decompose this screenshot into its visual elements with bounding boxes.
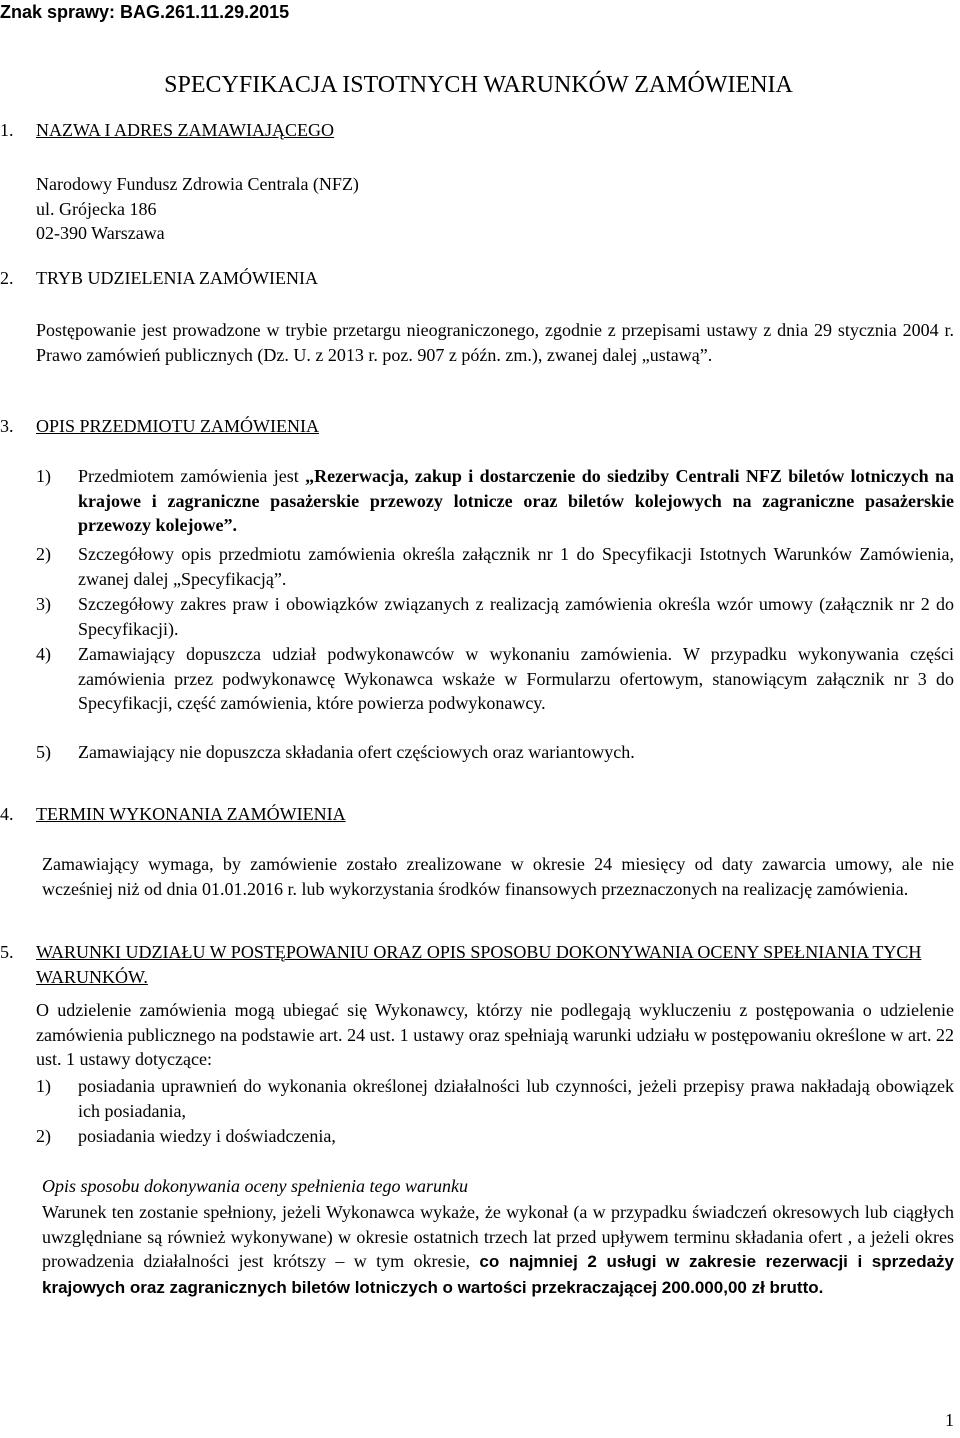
document-title: SPECYFIKACJA ISTOTNYCH WARUNKÓW ZAMÓWIENIA <box>164 72 793 98</box>
list-item: 5) Zamawiający nie dopuszcza składania ofert częściowych oraz wariantowych. <box>36 742 635 762</box>
section-2-heading: 2. TRYB UDZIELENIA ZAMÓWIENIA <box>0 268 318 288</box>
list-item: 2) posiadania wiedzy i doświadczenia, <box>36 1126 336 1146</box>
list-item: 1) Przedmiotem zamówienia jest „Rezerwacja, zakup i dostarczenie do siedziby Centrali NFZ biletów lotniczych na krajowe i zagraniczne pasażerskie przewozy lotnicze oraz biletów kolejowych na zagraniczne pasażerskie przewozy kolejowe”. <box>36 466 954 535</box>
section-3-heading: 3. OPIS PRZEDMIOTU ZAMÓWIENIA <box>0 416 319 436</box>
procedure-mode-paragraph: Postępowanie jest prowadzone w trybie przetargu nieograniczonego, zgodnie z przepisami ustawy z dnia 29 stycznia 2004 r. Prawo zamówień publicznych (Dz. U. z 2013 r. poz. 907 z późn. zm.), zwanej dalej „ustawą”. <box>36 320 954 365</box>
section-1-heading: 1. NAZWA I ADRES ZAMAWIAJĄCEGO <box>0 120 335 140</box>
list-item: 4) Zamawiający dopuszcza udział podwykonawców w wykonaniu zamówienia. W przypadku wykonywania części zamówienia przez podwykonawcę Wykonawca wskaże w Formularzu ofertowym, stanowiącym załącznik nr 3 do Specyfikacji, część zamówienia, które powierza podwykonawcy. <box>36 644 954 713</box>
list-item: 2) Szczegółowy opis przedmiotu zamówienia określa załącznik nr 1 do Specyfikacji Istotnych Warunków Zamówienia, zwanej dalej „Specyfikacją”. <box>36 544 954 589</box>
address-line: ul. Grójecka 186 <box>36 198 157 219</box>
section-5-heading: 5. WARUNKI UDZIAŁU W POSTĘPOWANIU ORAZ OPIS SPOSOBU DOKONYWANIA OCENY SPEŁNIANIA TYCH WARUNKÓW. <box>0 942 922 987</box>
assessment-method-paragraph: Warunek ten zostanie spełniony, jeżeli Wykonawca wykaże, że wykonał (a w przypadku świadczeń okresowych lub ciągłych uwzględniane są również wykonywane) w okresie ostatnich trzech lat przed upływem terminu składania ofert , a jeżeli okres prowadzenia działalności jest krótszy – w tym okresie, co najmniej 2 usługi w zakresie rezerwacji i sprzedaży krajowych oraz zagranicznych biletów lotniczych o wartości przekraczającej 200.000,00 zł brutto. <box>42 1202 955 1297</box>
section-4-heading: 4. TERMIN WYKONANIA ZAMÓWIENIA <box>0 804 346 824</box>
subject-of-order: „Rezerwacja, zakup i dostarczenie do siedziby Centrali NFZ biletów lotniczych na krajowe i zagraniczne pasażerskie przewozy lotnicze oraz biletów kolejowych na zagraniczne pasażerskie przewozy kolejowe”. <box>78 466 954 535</box>
execution-term-paragraph: Zamawiający wymaga, by zamówienie zostało zrealizowane w okresie 24 miesięcy od daty zawarcia umowy, ale nie wcześniej niż od dnia 01.01.2016 r. lub wykorzystania środków finansowych przeznaczonych na realizację zamówienia. <box>42 854 954 899</box>
assessment-method-title: Opis sposobu dokonywania oceny spełnienia tego warunku <box>42 1176 468 1196</box>
address-line: 02-390 Warszawa <box>36 223 165 243</box>
address-line: Narodowy Fundusz Zdrowia Centrala (NFZ) <box>36 174 359 194</box>
page-number: 1 <box>945 1410 954 1430</box>
participation-intro: O udzielenie zamówienia mogą ubiegać się Wykonawcy, którzy nie podlegają wykluczeniu z postępowania o udzielenie zamówienia publicznego na podstawie art. 24 ust. 1 ustawy oraz spełniają warunki udziału w postępowaniu określone w art. 22 ust. 1 ustawy dotyczące: <box>36 1000 954 1069</box>
contracting-authority-address <box>36 172 359 246</box>
minimum-requirement: co najmniej 2 usługi w zakresie rezerwacji i sprzedaży krajowych oraz zagranicznych biletów lotniczych o wartości przekraczającej 200.000,00 zł brutto. <box>42 1252 955 1297</box>
list-item: 3) Szczegółowy zakres praw i obowiązków związanych z realizacją zamówienia określa wzór umowy (załącznik nr 2 do Specyfikacji). <box>36 594 954 639</box>
case-reference: Znak sprawy: BAG.261.11.29.2015 <box>0 2 290 22</box>
list-item: 1) posiadania uprawnień do wykonania określonej działalności lub czynności, jeżeli przepisy prawa nakładają obowiązek ich posiadania, <box>36 1076 954 1121</box>
